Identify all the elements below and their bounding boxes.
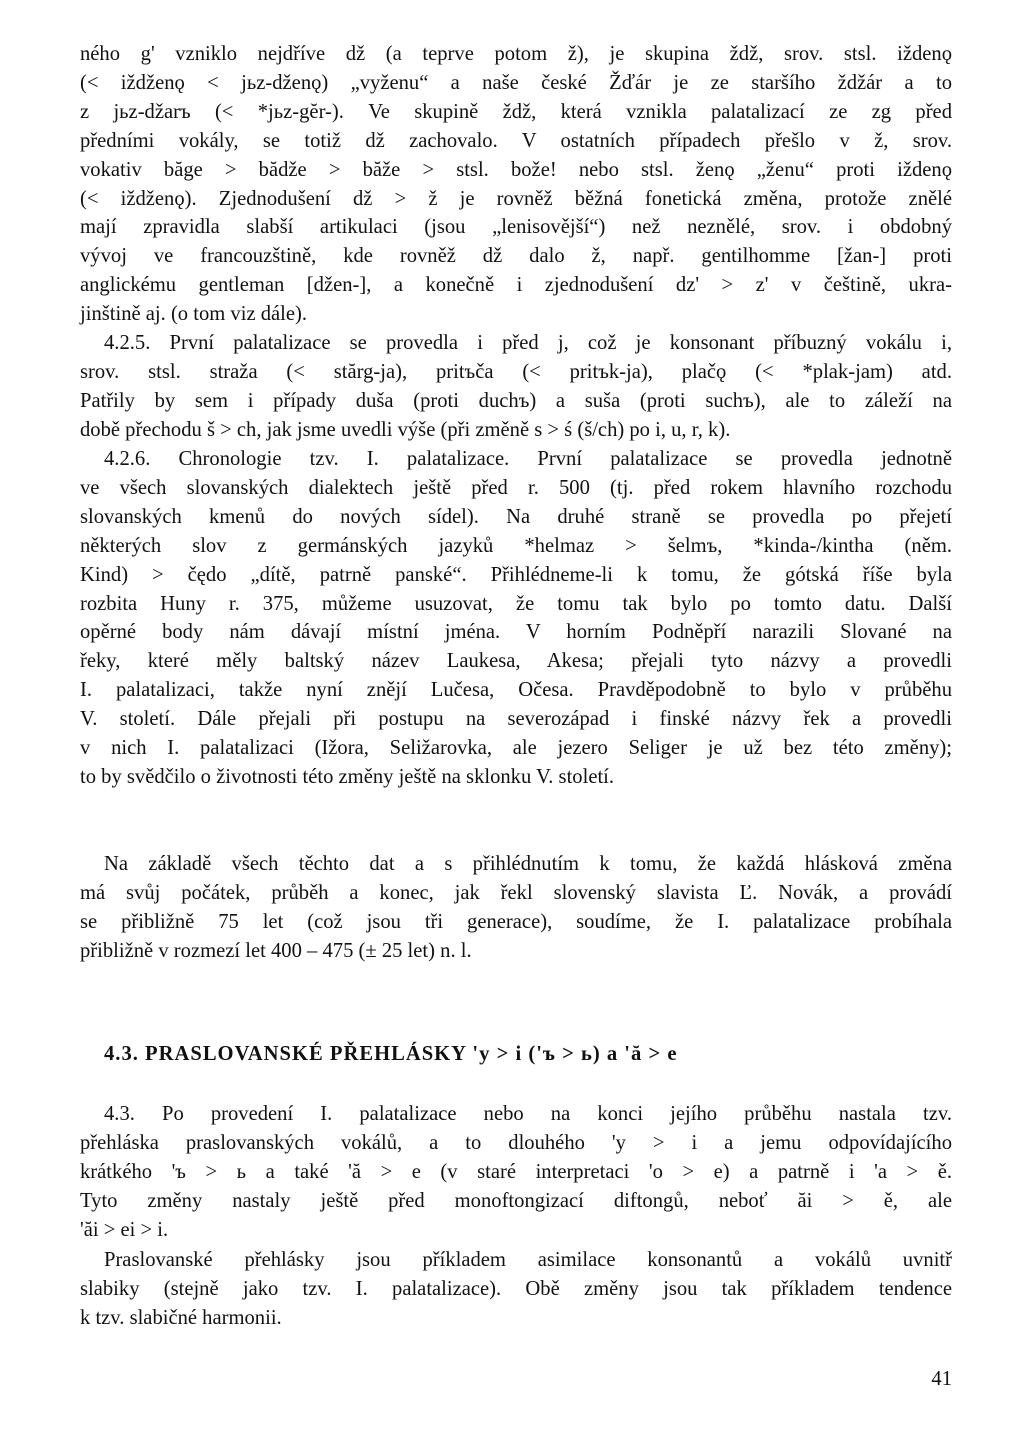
text-line: Praslovanské přehlásky jsou příkladem asimilace konsonantů a vokálů uvnitř [104, 1249, 952, 1271]
text-line: krátkého 'ъ > ь a také 'ă > e (v staré interpretaci 'o > e) a patrně i 'a > ě. [80, 1160, 952, 1183]
paragraph [80, 329, 952, 445]
text-line: anglickému gentleman [džen-], a konečně i zjednodušení dz' > z' v češtině, ukra- [80, 274, 952, 297]
text-line: (< iždženǫ). Zjednodušení dž > ž je rovněž běžná fonetická změna, protože znělé [80, 187, 952, 210]
paragraph [80, 445, 952, 792]
text-line: Kind) > čędo „dítě, patrně panské“. Přihlédneme-li k tomu, že gótská říše byla [80, 563, 952, 586]
text-line: (< iždženǫ < jьz-dženǫ) „vyženu“ a naše české Žďár je ze staršího ždžár a to [80, 71, 952, 94]
section-heading-block [80, 1040, 952, 1068]
text-line: se přibližně 75 let (což jsou tři generace), soudíme, že I. palatalizace probíhala [80, 910, 952, 933]
text-line: vokativ băge > bădže > băže > stsl. bože! nebo stsl. ženǫ „ženu“ proti iždenǫ [80, 158, 952, 181]
text-line: to by svědčilo o životnosti této změny ještě na sklonku V. století. [80, 765, 615, 788]
text-line: V. století. Dále přejali při postupu na severozápad i finské názvy řek a provedli [80, 708, 952, 731]
text-line: řeky, které měly baltský název Laukesa, Akesa; přejali tyto názvy a provedli [80, 650, 952, 673]
text-line: některých slov z germánských jazyků *helmaz > šelmъ, *kinda-/kintha (něm. [80, 534, 952, 557]
paragraph [80, 1246, 952, 1333]
text-line: slabiky (stejně jako tzv. I. palatalizace). Obě změny jsou tak příkladem tendence [80, 1277, 952, 1300]
paragraph [80, 40, 952, 329]
text-line: 4.2.5. První palatalizace se provedla i před j, což je konsonant příbuzný vokálu i, [104, 332, 952, 354]
text-line: 4.2.6. Chronologie tzv. I. palatalizace. První palatalizace se provedla jednotně [104, 448, 952, 470]
section-heading: 4.3. PRASLOVANSKÉ PŘEHLÁSKY 'y > i ('ъ > ь) a 'ă > e [104, 1043, 678, 1065]
text-line: Na základě všech těchto dat a s přihlédnutím k tomu, že každá hlásková změna [104, 853, 952, 875]
text-line: I. palatalizaci, takže nyní znějí Lučesa, Očesa. Pravděpodobně to bylo v průběhu [80, 679, 952, 702]
text-line: opěrné body nám dávají místní jména. V horním Podněpří narazili Slované na [80, 621, 952, 644]
text-line: vývoj ve francouzštině, kde rovněž dž dalo ž, např. gentilhomme [žan-] proti [80, 245, 952, 268]
paragraph-block-5 [80, 1100, 952, 1245]
paragraph [80, 1100, 952, 1245]
text-line: rozbita Huny r. 375, můžeme usuzovat, že tomu tak bylo po tomto datu. Další [80, 592, 952, 615]
text-line: z jьz-džarъ (< *jьz-gĕr-). Ve skupině ždž, která vznikla palatalizací ze zg před [80, 100, 952, 123]
text-line: v nich I. palatalizaci (Ižora, Seližarovka, ale jezero Seliger je už bez této změny); [80, 737, 952, 760]
paragraph-block-3 [80, 445, 952, 792]
paragraph-block-2 [80, 329, 952, 445]
text-line: jinštině aj. (o tom viz dále). [80, 303, 308, 326]
text-line: době přechodu š > ch, jak jsme uvedli výše (při změně s > ś (š/ch) po i, u, r, k). [80, 418, 731, 441]
text-line: přehláska praslovanských vokálů, a to dlouhého 'y > i a jemu odpovídajícího [80, 1131, 952, 1154]
text-line: předními vokály, se totiž dž zachovalo. V ostatních případech přešlo v ž, srov. [80, 129, 952, 152]
paragraph-block-6 [80, 1246, 952, 1333]
paragraph [80, 850, 952, 966]
text-line: přibližně v rozmezí let 400 – 475 (± 25 let) n. l. [80, 939, 472, 962]
text-line: srov. stsl. straža (< stărg-ja), pritъča (< pritъk-ja), plačǫ (< *plak-jam) atd. [80, 360, 952, 383]
text-line: má svůj počátek, průběh a konec, jak řekl slovenský slavista Ľ. Novák, a provádí [80, 881, 952, 904]
text-line: slovanských kmenů do nových sídel). Na druhé straně se provedla po přejetí [80, 505, 952, 528]
text-line: Tyto změny nastaly ještě před monoftongizací diftongů, neboť ăi > ě, ale [80, 1189, 952, 1212]
text-line: 'ăi > ei > i. [80, 1218, 169, 1241]
page-number: 41 [931, 1368, 952, 1390]
paragraph-block-4 [80, 850, 952, 966]
paragraph-block-1 [80, 40, 952, 329]
text-line: Patřily by sem i případy duša (proti duchъ) a suša (proti suchъ), ale to záleží na [80, 389, 952, 412]
text-line: ve všech slovanských dialektech ještě před r. 500 (tj. před rokem hlavního rozchodu [80, 476, 952, 499]
text-line: ného g' vzniklo nejdříve dž (a teprve potom ž), je skupina ždž, srov. stsl. iždenǫ [80, 43, 952, 65]
text-line: 4.3. Po provedení I. palatalizace nebo na konci jejího průběhu nastala tzv. [104, 1103, 952, 1125]
text-line: mají zpravidla slabší artikulaci (jsou „lenisovější“) než neznělé, srov. i obdobný [80, 216, 952, 239]
text-line: k tzv. slabičné harmonii. [80, 1306, 282, 1329]
